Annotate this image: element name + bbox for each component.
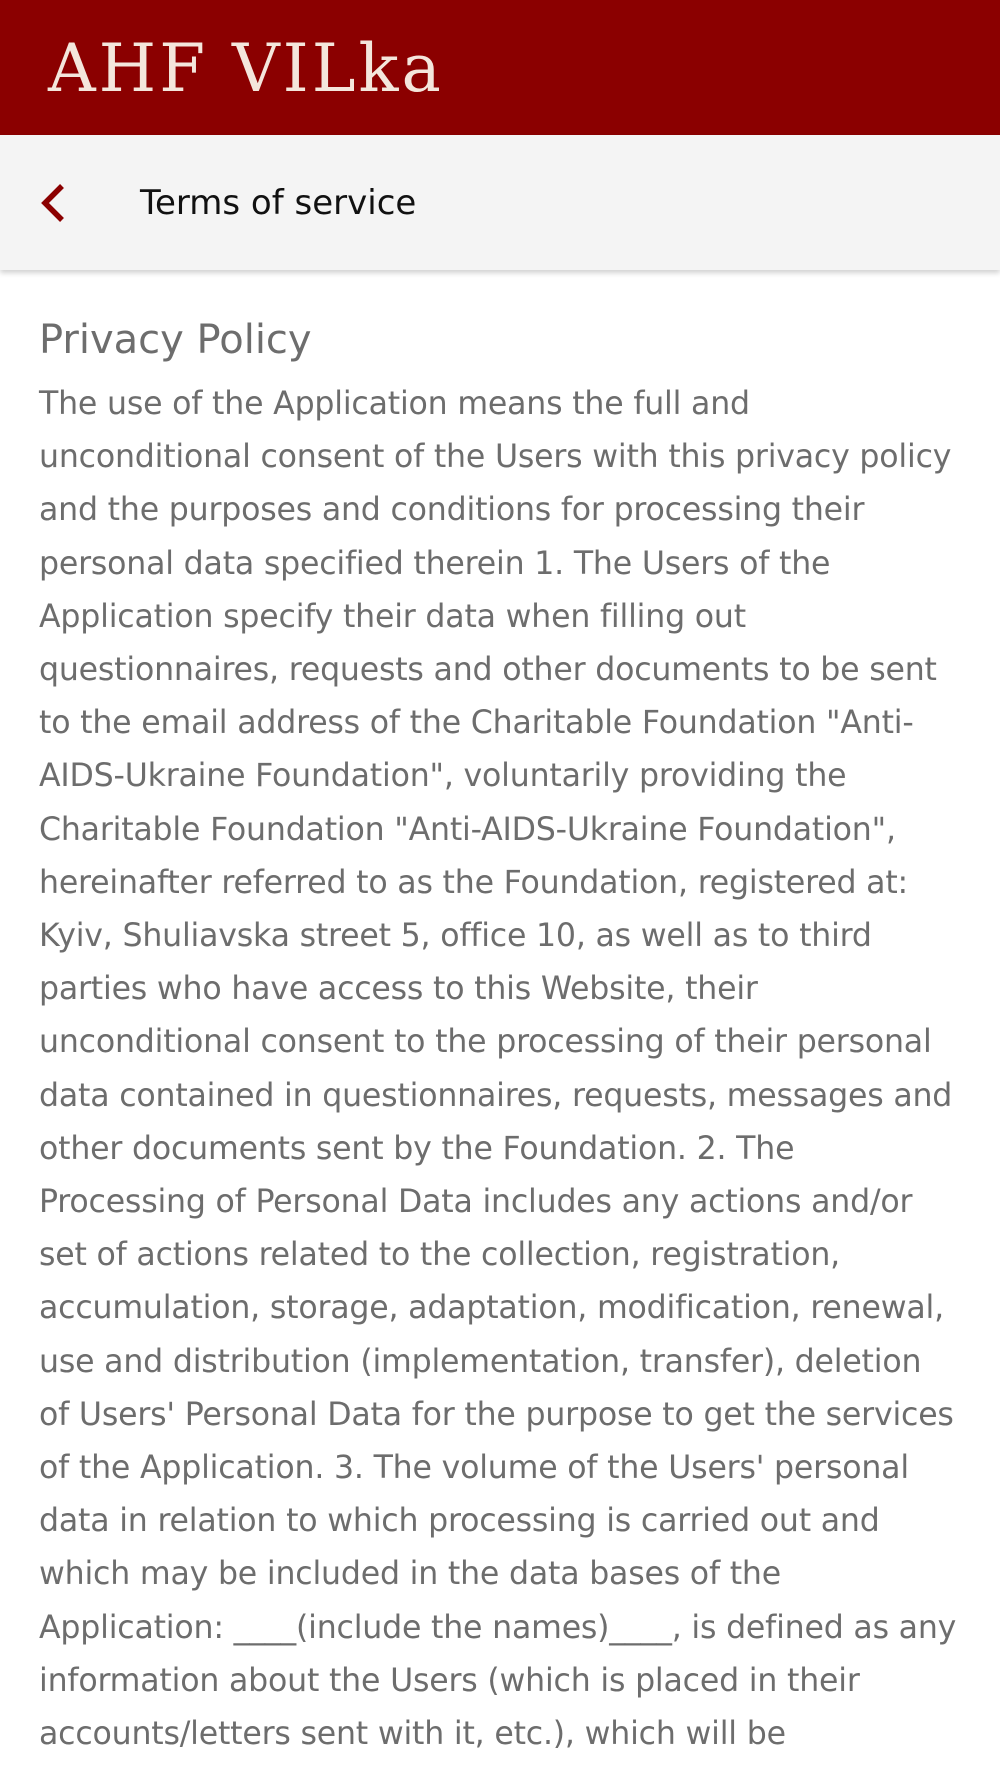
back-button[interactable] (0, 135, 104, 270)
nav-bar (0, 135, 1000, 270)
document-content[interactable] (0, 270, 1000, 1778)
chevron-left-icon (38, 181, 68, 225)
document-heading: Privacy Policy (39, 317, 312, 363)
app-title: AHF VILka (48, 29, 444, 107)
app-header (0, 0, 1000, 135)
page-title: Terms of service (140, 182, 417, 223)
document-body: The use of the Application means the full and unconditional consent of the Users with this privacy policy and the purposes and conditions for processing their personal data specified therein 1. The Users of the Application specify their data when filling out questionnaires, requests and other documents to be sent to the email address of the Charitable Foundation "Anti-AIDS-Ukraine Foundation", voluntarily providing the Charitable Foundation "Anti-AIDS-Ukraine Foundation", hereinafter referred to as the Foundation, registered at: Kyiv, Shuliavska street 5, office 10, as well as to third parties who have access to this Website, their unconditional consent to the processing of their personal data contained in questionnaires, requests, messages and other documents sent by the Foundation. 2. The Processing of Personal Data includes any actions and/or set of actions related to the collection, registration, accumulation, storage, adaptation, modification, renewal, use and distribution (implementation, transfer), deletion of Users' Personal Data for the purpose to get the services of the Application. 3. The volume of the Users' personal data in relation to which processing is carried out and which may be included in the data bases of the Application: ____(include the names)____, is defined as any information about the Users (which is placed in their accounts/letters sent with it, etc.), which will be (39, 386, 957, 1753)
